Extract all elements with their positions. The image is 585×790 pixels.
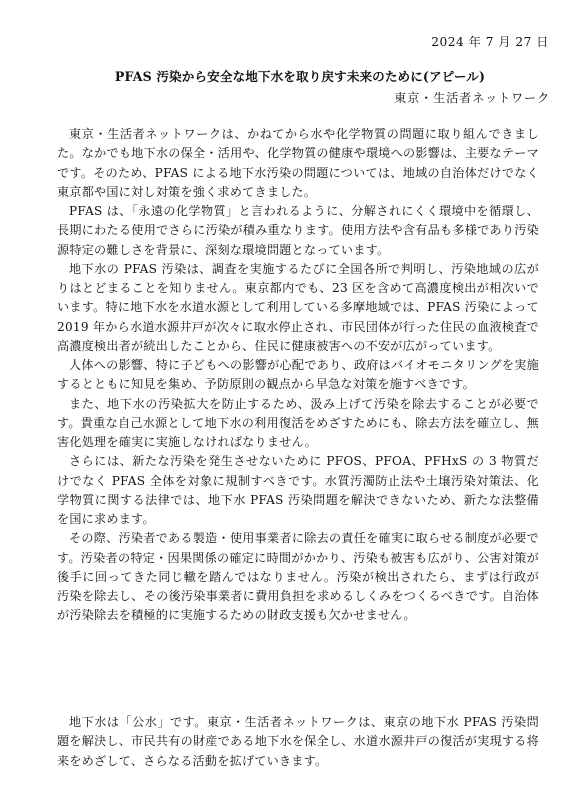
body-paragraph-7: その際、汚染者である製造・使用事業者に除去の責任を確実に取らせる制度が必要です。汚染者の特定・因果関係の確定に時間がかかり、汚染も被害も広がり、公害対策が後手に回ってきた同じ轍を踏んではなりません。汚染が検出されたら、まずは行政が汚染を除去し、その後汚染事業者に費用負担を求めるしくみをつくるべきです。自治体が汚染除去を積極的に実施するための財政支援も欠かせません。 — [57, 531, 539, 623]
body-paragraph-5: また、地下水の汚染拡大を防止するため、汲み上げて汚染を除去することが必要です。貴重な自己水源として地下水の利用復活をめざすためにも、除去方法を確立し、無害化処理を確実に実施しなければなりません。 — [57, 396, 539, 449]
body-paragraph-3: 地下水の PFAS 汚染は、調査を実施するたびに全国各所で判明し、汚染地域の広がりはとどまることを知りません。東京都内でも、23 区を含めて高濃度検出が相次いでいます。特に地下水を水道水源として利用している多摩地域では、PFAS 汚染によって 2019 年から水道水源井戸が次々に取水停止され、市民団体が行った住民の血液検査で高濃度検出者が続出したことから、住民に健康被害への不安が広がっています。 — [57, 261, 539, 353]
document-title: PFAS 汚染から安全な地下水を取り戻す未来のために(アピール) — [114, 69, 486, 84]
document-date: 2024 年 7 月 27 日 — [431, 35, 549, 49]
document-body — [57, 125, 539, 626]
body-paragraph-6: さらには、新たな汚染を発生させないために PFOS、PFOA、PFHxS の 3 物質だけでなく PFAS 全体を対象に規制すべきです。水質汚濁防止法や土壌汚染対策法、化学物質に関する法律では、地下水 PFAS 汚染問題を解決できないため、新たな法整備を国に求めます。 — [57, 454, 539, 526]
closing-paragraph: 地下水は「公水」です。東京・生活者ネットワークは、東京の地下水 PFAS 汚染問題を解決し、市民共有の財産である地下水を保全し、水道水源井戸の復活が実現する将来をめざして、さらなる活動を拡げていきます。 — [57, 715, 539, 768]
author-organization: 東京・生活者ネットワーク — [394, 91, 550, 105]
body-paragraph-2: PFAS は、「永遠の化学物質」と言われるように、分解されにくく環境中を循環し、長期にわたる使用でさらに汚染が積み重なります。使用方法や含有品も多様であり汚染源特定の難しさを背景に、深刻な環境問題となっています。 — [57, 204, 539, 257]
closing-section — [57, 713, 539, 771]
body-paragraph-4: 人体への影響、特に子どもへの影響が心配であり、政府はバイオモニタリングを実施するとともに知見を集め、予防原則の観点から早急な対策を施すべきです。 — [57, 358, 539, 392]
body-paragraph-1: 東京・生活者ネットワークは、かねてから水や化学物質の問題に取り組んできました。なかでも地下水の保全・活用や、化学物質の健康や環境への影響は、主要なテーマです。そのため、PFAS による地下水汚染の問題については、地域の自治体だけでなく東京都や国に対し対策を強く求めてきました。 — [57, 127, 539, 199]
